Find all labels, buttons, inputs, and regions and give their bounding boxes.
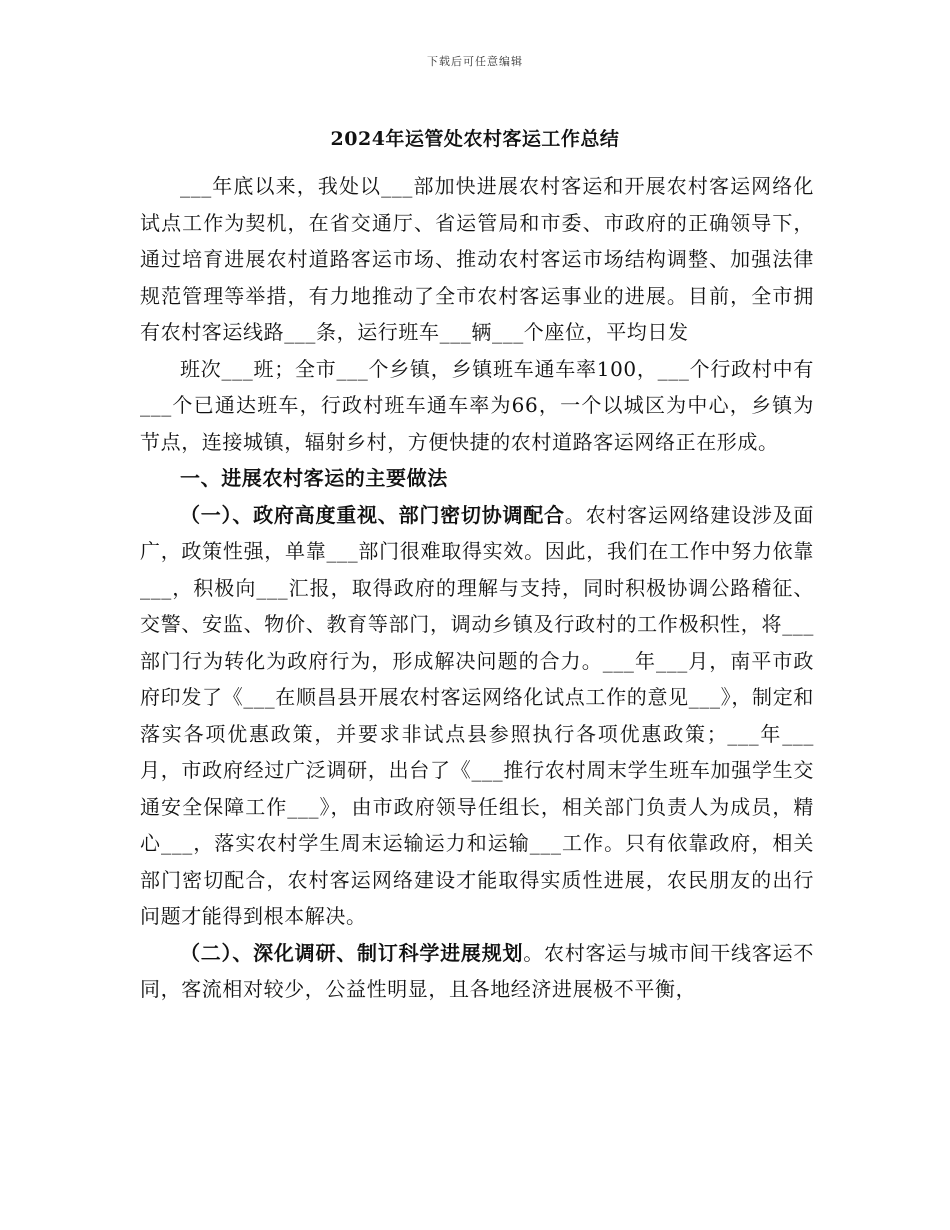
download-note: 下载后可任意编辑 [427,55,523,68]
paragraph-stats: 班次___班；全市___个乡镇，乡镇班车通车率100，___个行政村中有___个已通达班车，行政村班车通车率为66，一个以城区为中心，乡镇为节点，连接城镇，辐射乡村，方便快捷的农村道路客运网络正在形成。 [140,356,814,454]
paragraph-subsection-1 [140,497,814,935]
document-title: 2024年运管处农村客运工作总结 [330,128,620,150]
document-body [140,168,814,1008]
paragraph-subsection-2 [140,935,814,1008]
subsection-title-1: （一）、政府高度重视、部门密切协调配合 [180,502,565,527]
subsection-text-2: 。农村客运与城市间干线客运不同，客流相对较少，公益性明显，且各地经济进展极不平衡， [140,940,815,1001]
section-heading-1: 一、进展农村客运的主要做法 [180,466,448,490]
subsection-title-2: （二）、深化调研、制订科学进展规划 [180,940,524,965]
paragraph-intro: ___年底以来，我处以___部加快进展农村客运和开展农村客运网络化试点工作为契机，在省交通厅、省运管局和市委、市政府的正确领导下，通过培育进展农村道路客运市场、推动农村客运市场结构调整、加强法律规范管理等举措，有力地推动了全市农村客运事业的进展。目前，全市拥有农村客运线路___条，运行班车___辆___个座位，平均日发 [140,174,814,344]
subsection-text-1: 。农村客运网络建设涉及面广，政策性强，单靠___部门很难取得实效。因此，我们在工作中努力依靠___，积极向___汇报，取得政府的理解与支持，同时积极协调公路稽征、交警、安监、物价、教育等部门，调动乡镇及行政村的工作极积性，将___部门行为转化为政府行为，形成解决问题的合力。___年___月，南平市政府印发了《___在顺昌县开展农村客运网络化试点工作的意见___》，制定和落实各项优惠政策，并要求非试点县参照执行各项优惠政策；___年___月，市政府经过广泛调研，出台了《___推行农村周末学生班车加强学生交通安全保障工作___》，由市政府领导任组长，相关部门负责人为成员，精心___，落实农村学生周末运输运力和运输___工作。只有依靠政府，相关部门密切配合，农村客运网络建设才能取得实质性进展，农民朋友的出行问题才能得到根本解决。 [140,502,815,928]
